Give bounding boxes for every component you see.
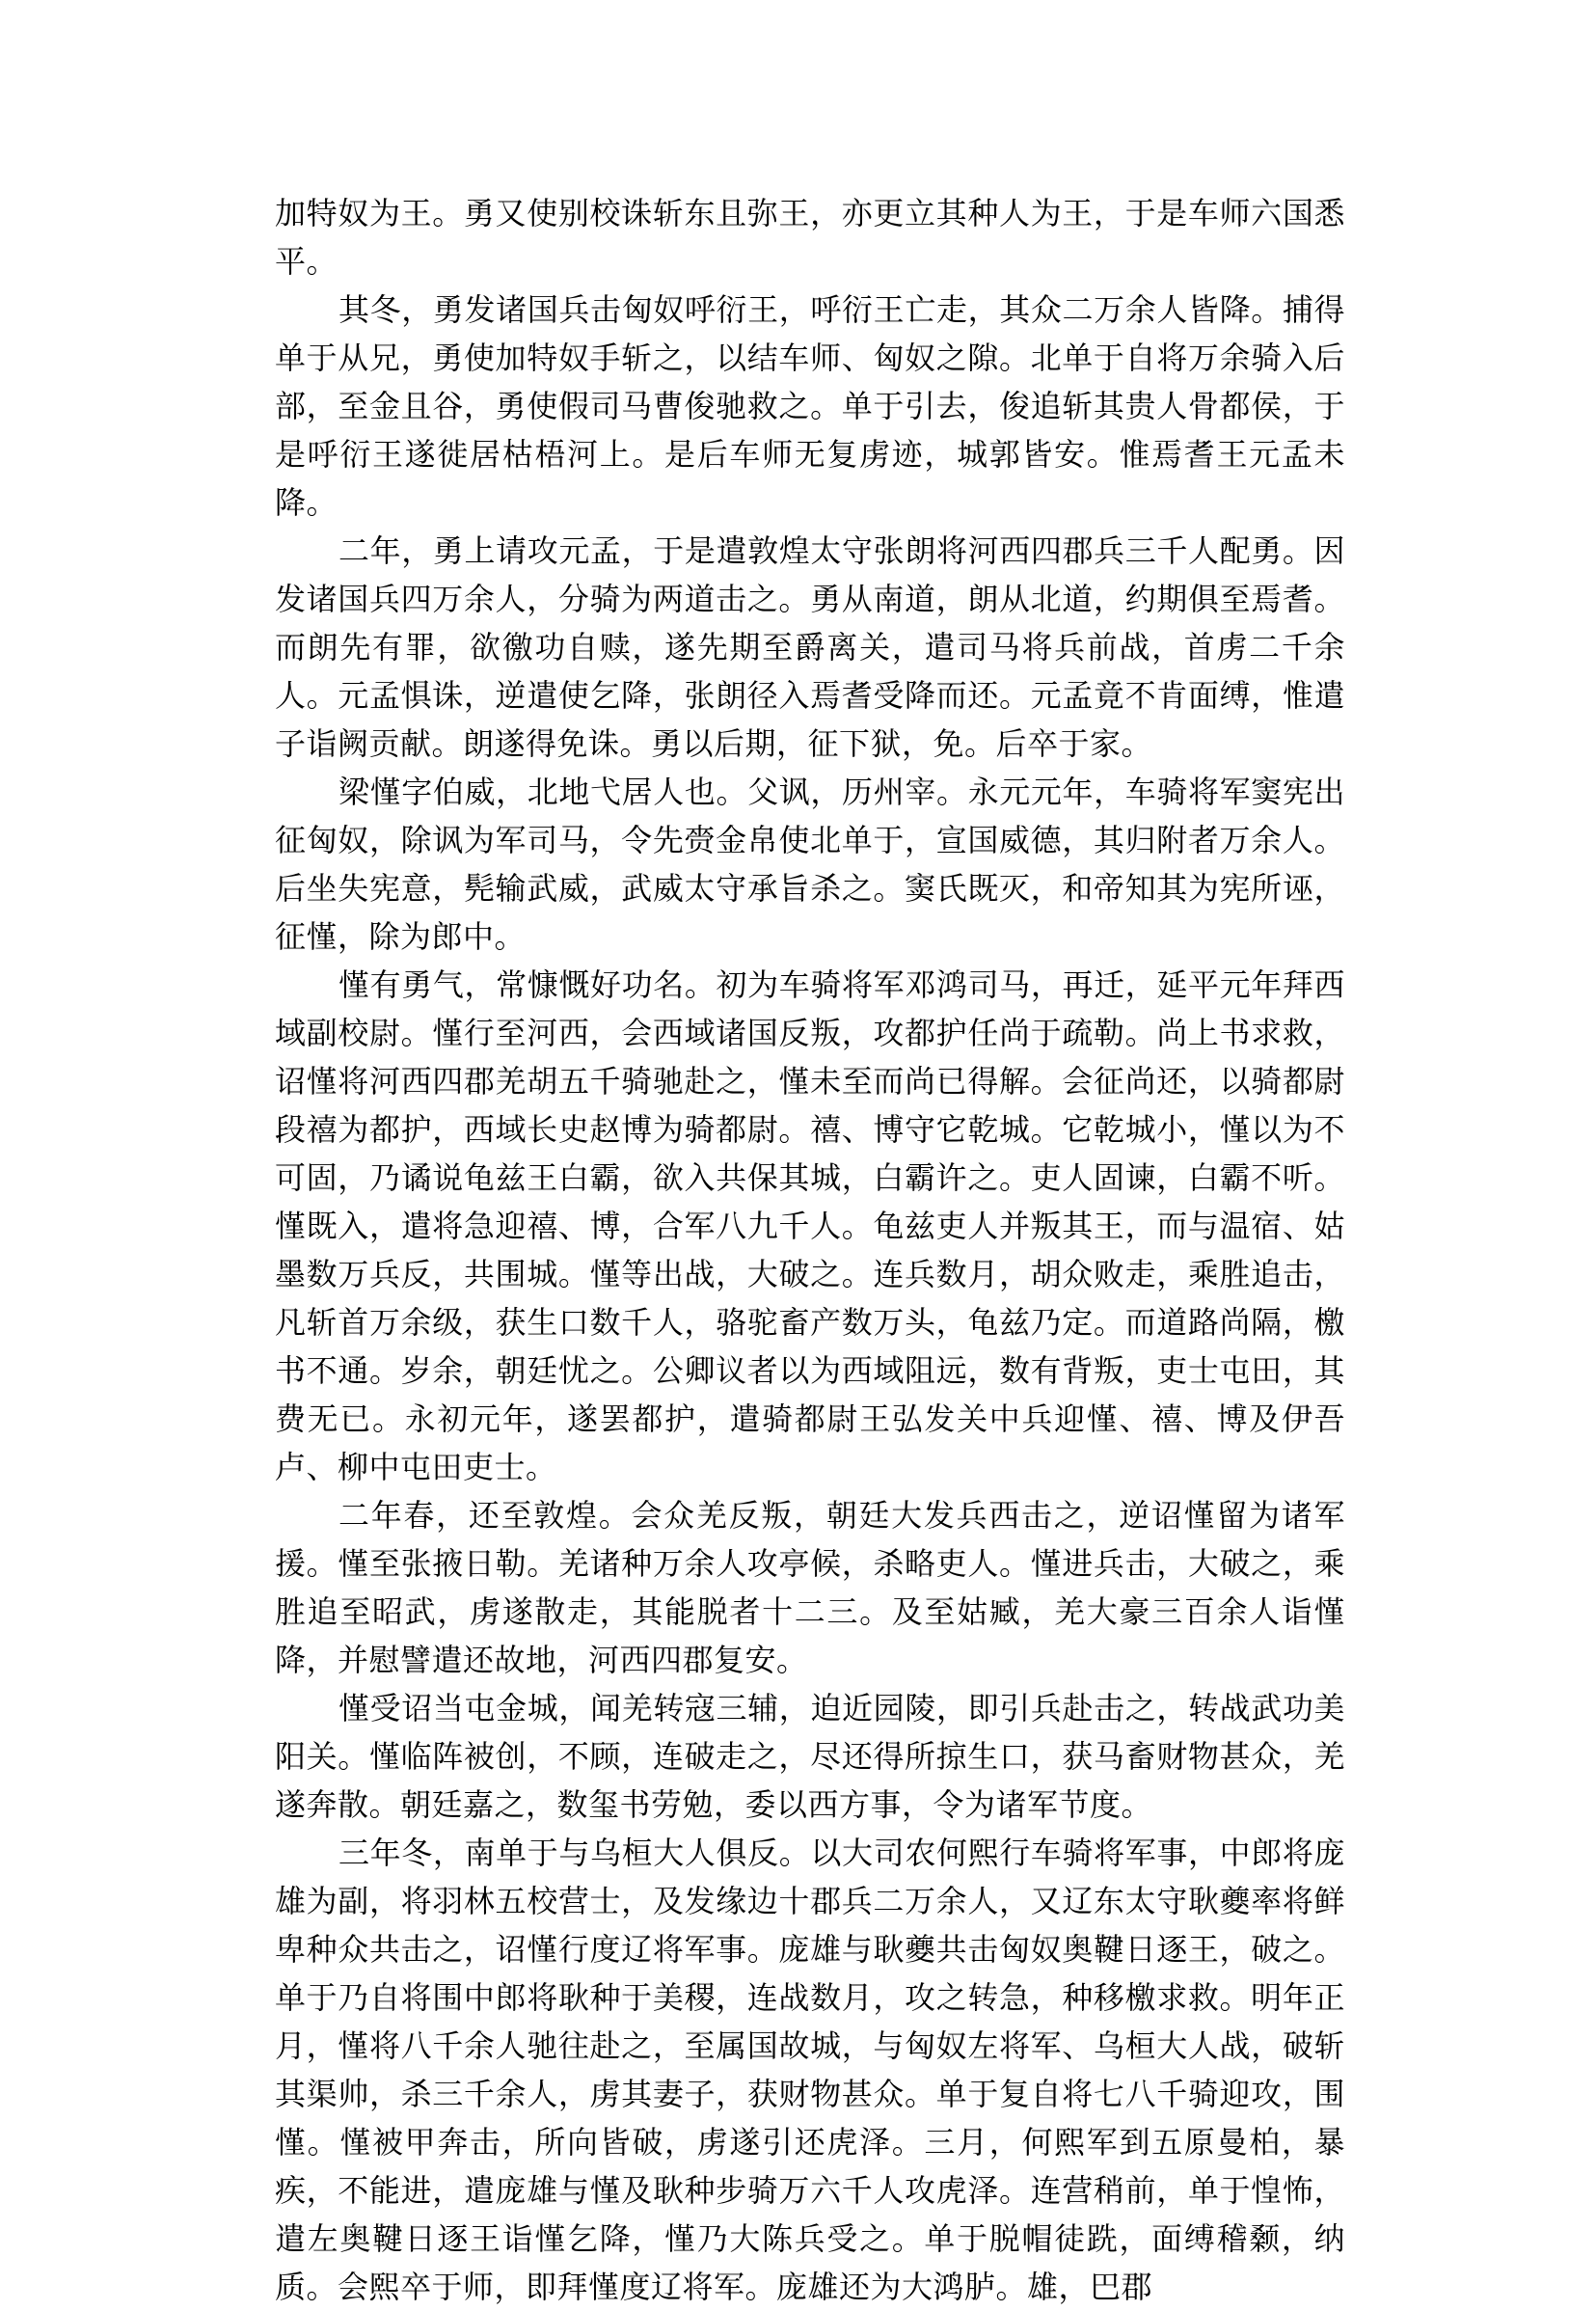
paragraph-1: 加特奴为王。勇又使别校诛斩东且弥王，亦更立其种人为王，于是车师六国悉平。 <box>275 195 1345 280</box>
document-page <box>275 189 1345 2311</box>
paragraph-4: 梁慬字伯威，北地弋居人也。父讽，历州宰。永元元年，车骑将军窦宪出征匈奴，除讽为军司马，令先赍金帛使北单于，宣国威德，其归附者万余人。后坐失宪意，髡输武威，武威太守承旨杀之。窦氏既灭，和帝知其为宪所诬，征慬，除为郎中。 <box>275 774 1345 955</box>
paragraph-8: 三年冬，南单于与乌桓大人俱反。以大司农何熙行车骑将军事，中郎将庞雄为副，将羽林五校营士，及发缘边十郡兵二万余人，又辽东太守耿夔率将鲜卑种众共击之，诏慬行度辽将军事。庞雄与耿夔共击匈奴奥鞬日逐王，破之。单于乃自将围中郎将耿种于美稷，连战数月，攻之转急，种移檄求救。明年正月，慬将八千余人驰往赴之，至属国故城，与匈奴左将军、乌桓大人战，破斩其渠帅，杀三千余人，虏其妻子，获财物甚众。单于复自将七八千骑迎攻，围慬。慬被甲奔击，所向皆破，虏遂引还虎泽。三月，何熙军到五原曼柏，暴疾，不能进，遣庞雄与慬及耿种步骑万六千人攻虎泽。连营稍前，单于惶怖，遣左奥鞬日逐王诣慬乞降，慬乃大陈兵受之。单于脱帽徒跣，面缚稽颡，纳质。会熙卒于师，即拜慬度辽将军。庞雄还为大鸿胪。雄，巴郡 <box>275 1835 1345 2305</box>
paragraph-7: 慬受诏当屯金城，闻羌转寇三辅，迫近园陵，即引兵赴击之，转战武功美阳关。慬临阵被创，不顾，连破走之，尽还得所掠生口，获马畜财物甚众，羌遂奔散。朝廷嘉之，数玺书劳勉，委以西方事，令为诸军节度。 <box>275 1690 1345 1823</box>
paragraph-2: 其冬，勇发诸国兵击匈奴呼衍王，呼衍王亡走，其众二万余人皆降。捕得单于从兄，勇使加特奴手斩之，以结车师、匈奴之隙。北单于自将万余骑入后部，至金且谷，勇使假司马曹俊驰救之。单于引去，俊追斩其贵人骨都侯，于是呼衍王遂徙居枯梧河上。是后车师无复虏迹，城郭皆安。惟焉耆王元孟未降。 <box>275 291 1345 521</box>
paragraph-3: 二年，勇上请攻元孟，于是遣敦煌太守张朗将河西四郡兵三千人配勇。因发诸国兵四万余人，分骑为两道击之。勇从南道，朗从北道，约期俱至焉耆。而朗先有罪，欲徼功自赎，遂先期至爵离关，遣司马将兵前战，首虏二千余人。元孟惧诛，逆遣使乞降，张朗径入焉耆受降而还。元孟竟不肯面缚，惟遣子诣阙贡献。朗遂得免诛。勇以后期，征下狱，免。后卒于家。 <box>275 532 1345 762</box>
paragraph-5: 慬有勇气，常慷慨好功名。初为车骑将军邓鸿司马，再迁，延平元年拜西域副校尉。慬行至河西，会西域诸国反叛，攻都护任尚于疏勒。尚上书求救，诏慬将河西四郡羌胡五千骑驰赴之，慬未至而尚已得解。会征尚还，以骑都尉段禧为都护，西域长史赵博为骑都尉。禧、博守它乾城。它乾城小，慬以为不可固，乃谲说龟兹王白霸，欲入共保其城，白霸许之。吏人固谏，白霸不听。慬既入，遣将急迎禧、博，合军八九千人。龟兹吏人并叛其王，而与温宿、姑墨数万兵反，共围城。慬等出战，大破之。连兵数月，胡众败走，乘胜追击，凡斩首万余级，获生口数千人，骆驼畜产数万头，龟兹乃定。而道路尚隔，檄书不通。岁余，朝廷忧之。公卿议者以为西域阻远，数有背叛，吏士屯田，其费无已。永初元年，遂罢都护，遣骑都尉王弘发关中兵迎慬、禧、博及伊吾卢、柳中屯田吏士。 <box>275 966 1345 1485</box>
paragraph-6: 二年春，还至敦煌。会众羌反叛，朝廷大发兵西击之，逆诏慬留为诸军援。慬至张掖日勒。羌诸种万余人攻亭候，杀略吏人。慬进兵击，大破之，乘胜追至昭武，虏遂散走，其能脱者十二三。及至姑臧，羌大豪三百余人诣慬降，并慰譬遣还故地，河西四郡复安。 <box>275 1497 1345 1678</box>
